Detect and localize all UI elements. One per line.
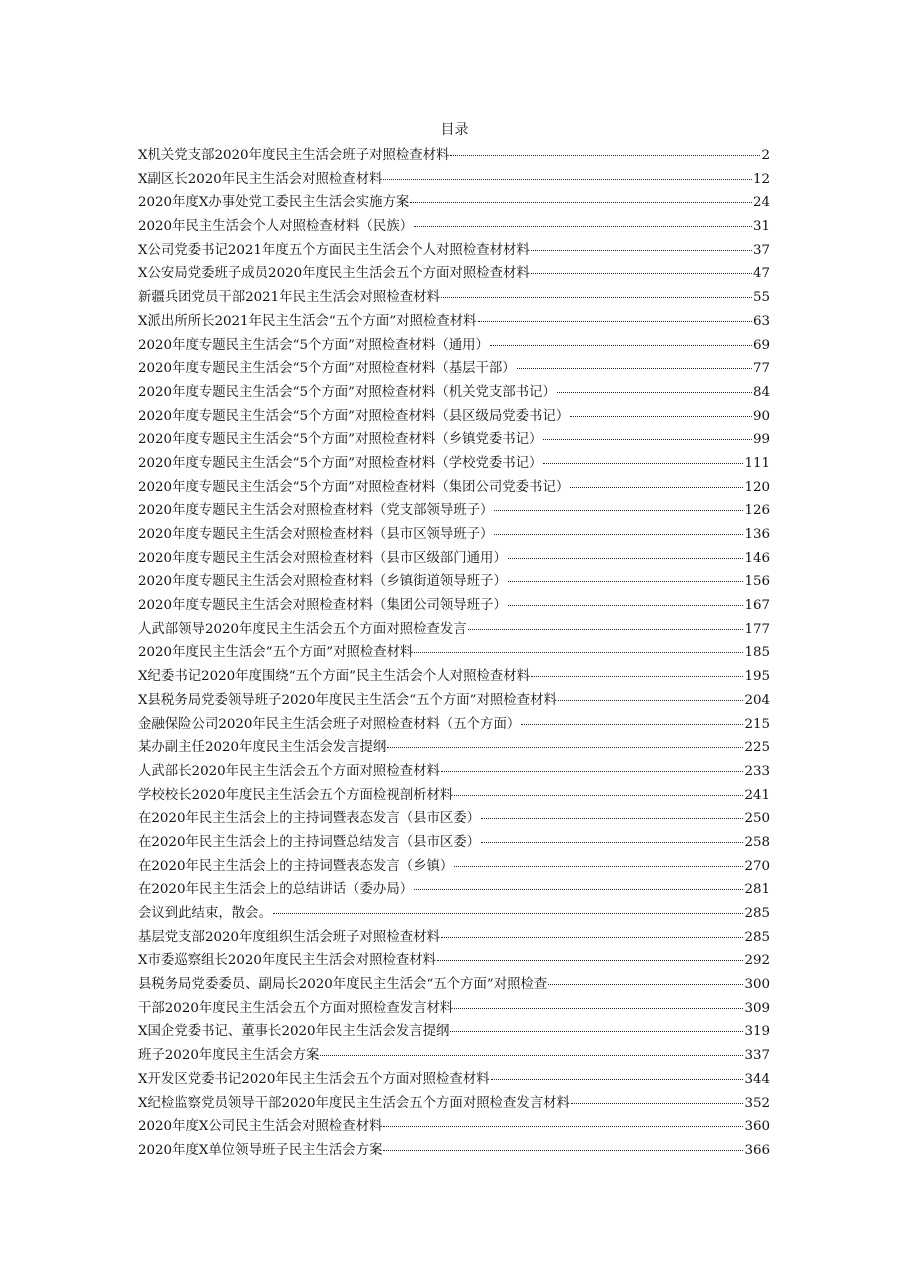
toc-leader-dots — [517, 367, 752, 369]
toc-leader-dots — [478, 320, 752, 322]
toc-leader-dots — [441, 770, 744, 772]
toc-entry[interactable] — [138, 381, 770, 405]
toc-entry[interactable] — [138, 1115, 770, 1139]
toc-entry[interactable] — [138, 547, 770, 571]
toc-entry-title[interactable]: 新疆兵团党员干部2021年民主生活会对照检查材料 — [138, 290, 440, 306]
toc-leader-dots — [441, 936, 744, 938]
toc-entry-page-number[interactable]: 300 — [744, 977, 770, 993]
toc-entry-title[interactable]: 人武部长2020年民主生活会五个方面对照检查材料 — [138, 763, 440, 779]
toc-leader-dots — [387, 746, 743, 748]
toc-entry-page-number[interactable]: 167 — [744, 598, 770, 614]
toc-entry-title[interactable]: 2020年度专题民主生活会“5个方面”对照检查材料（通用） — [138, 337, 489, 353]
toc-entry-title[interactable]: 班子2020年度民主生活会方案 — [138, 1048, 320, 1064]
toc-entry-title[interactable]: X公司党委书记2021年度五个方面民主生活会个人对照检查材材料 — [138, 242, 530, 258]
toc-leader-dots — [441, 296, 752, 298]
toc-entry[interactable] — [138, 997, 770, 1021]
toc-entry-page-number[interactable]: 12 — [752, 171, 770, 187]
toc-entry-page-number[interactable]: 337 — [744, 1048, 770, 1064]
toc-entry-page-number[interactable]: 204 — [744, 692, 770, 708]
toc-entry-page-number[interactable]: 99 — [752, 432, 770, 448]
toc-entry-page-number[interactable]: 37 — [752, 242, 770, 258]
toc-entry-page-number[interactable]: 281 — [744, 882, 770, 898]
toc-entry-title[interactable]: 2020年度专题民主生活会“5个方面”对照检查材料（乡镇党委书记） — [138, 432, 543, 448]
toc-entry-title[interactable]: 会议到此结束，散会。 — [138, 906, 272, 921]
toc-leader-dots — [383, 1125, 743, 1127]
toc-entry[interactable] — [138, 357, 770, 381]
toc-entry[interactable] — [138, 618, 770, 642]
toc-entry[interactable] — [138, 499, 770, 523]
toc-entry-title[interactable]: 2020年度专题民主生活会对照检查材料（县市区领导班子） — [138, 527, 494, 542]
toc-leader-dots — [450, 154, 760, 156]
toc-entry-title[interactable]: 2020年度X公司民主生活会对照检查材料 — [138, 1119, 383, 1135]
toc-leader-dots — [320, 1054, 743, 1056]
toc-entry-page-number[interactable]: 309 — [744, 1000, 770, 1016]
toc-entry-title[interactable]: 2020年度X单位领导班子民主生活会方案 — [138, 1142, 383, 1158]
toc-entry-title[interactable]: X公安局党委班子成员2020年度民主生活会五个方面对照检查材料 — [138, 266, 530, 282]
toc-leader-dots — [531, 249, 752, 251]
toc-entry-title[interactable]: 在2020年民主生活会上的主持词暨表态发言（乡镇） — [138, 858, 454, 874]
toc-entry-title[interactable]: X派出所所长2021年民主生活会“五个方面”对照检查材料 — [138, 313, 477, 329]
toc-entry[interactable] — [138, 807, 770, 831]
toc-entry-page-number[interactable]: 31 — [752, 219, 770, 235]
toc-leader-dots — [437, 959, 743, 961]
toc-entry-page-number[interactable]: 69 — [752, 337, 770, 353]
toc-entry[interactable] — [138, 144, 770, 168]
toc-entry-page-number[interactable]: 270 — [744, 858, 770, 874]
toc-entry-title[interactable]: 在2020年民主生活会上的总结讲话（委办局） — [138, 882, 414, 898]
toc-leader-dots — [543, 438, 752, 440]
toc-entry-title[interactable]: 2020年度专题民主生活会对照检查材料（县市区级部门通用） — [138, 550, 507, 566]
toc-entry-page-number[interactable]: 77 — [752, 361, 770, 377]
toc-entry-page-number[interactable]: 2 — [761, 148, 770, 163]
toc-entry-title[interactable]: X机关党支部2020年度民主生活会班子对照检查材料 — [138, 148, 450, 163]
toc-leader-dots — [543, 462, 743, 464]
toc-entry-title[interactable]: 2020年度专题民主生活会“5个方面”对照检查材料（学校党委书记） — [138, 455, 543, 471]
toc-entry-title[interactable]: 2020年度专题民主生活会“5个方面”对照检查材料（基层干部） — [138, 361, 516, 377]
toc-entry[interactable] — [138, 973, 770, 997]
toc-entry-page-number[interactable]: 366 — [744, 1142, 770, 1158]
toc-entry-page-number[interactable]: 146 — [744, 550, 770, 566]
toc-entry[interactable] — [138, 334, 770, 358]
toc-leader-dots — [521, 723, 743, 725]
toc-entry-title[interactable]: 在2020年民主生活会上的主持词暨表态发言（县市区委） — [138, 811, 481, 827]
toc-entry-page-number[interactable]: 195 — [744, 669, 770, 685]
toc-entry[interactable] — [138, 215, 770, 239]
toc-entry-title[interactable]: X纪委书记2020年度围绕“五个方面”民主生活会个人对照检查材料 — [138, 669, 531, 685]
toc-entry[interactable] — [138, 760, 770, 784]
toc-entry-title[interactable]: 2020年度专题民主生活会“5个方面”对照检查材料（县区级局党委书记） — [138, 408, 570, 424]
toc-leader-dots — [410, 201, 752, 203]
toc-entry[interactable] — [138, 1068, 770, 1092]
toc-entry-title[interactable]: 人武部领导2020年度民主生活会五个方面对照检查发言 — [138, 621, 467, 637]
toc-entry-page-number[interactable]: 319 — [744, 1024, 770, 1040]
toc-entry-title[interactable]: 2020年度专题民主生活会对照检查材料（乡镇街道领导班子） — [138, 574, 507, 590]
toc-entry[interactable] — [138, 168, 770, 192]
toc-entry-page-number[interactable]: 292 — [744, 953, 770, 969]
toc-leader-dots — [454, 794, 743, 796]
toc-entry[interactable] — [138, 239, 770, 263]
toc-entry[interactable] — [138, 1139, 770, 1163]
toc-entry[interactable] — [138, 689, 770, 713]
toc-leader-dots — [570, 415, 752, 417]
toc-entry-title[interactable]: 2020年度专题民主生活会“5个方面”对照检查材料（集团公司党委书记） — [138, 479, 570, 495]
toc-entry[interactable] — [138, 262, 770, 286]
toc-entry-page-number[interactable]: 111 — [744, 455, 770, 471]
toc-entry-page-number[interactable]: 63 — [752, 313, 770, 329]
toc-entry[interactable] — [138, 191, 770, 215]
toc-title: 目录 — [440, 122, 469, 138]
toc-entry-page-number[interactable]: 177 — [744, 621, 770, 637]
toc-leader-dots — [494, 533, 743, 535]
toc-entry-title[interactable]: 基层党支部2020年度组织生活会班子对照检查材料 — [138, 929, 440, 945]
toc-entry-page-number[interactable]: 233 — [744, 763, 770, 779]
toc-entry-title[interactable]: X副区长2020年民主生活会对照检查材料 — [138, 171, 383, 187]
toc-leader-dots — [468, 628, 744, 630]
toc-leader-dots — [571, 1102, 744, 1104]
toc-entry-page-number[interactable]: 90 — [752, 408, 770, 424]
toc-entry-page-number[interactable]: 136 — [744, 527, 770, 542]
toc-entry-title[interactable]: 2020年度专题民主生活会对照检查材料（集团公司领导班子） — [138, 598, 507, 614]
toc-leader-dots — [508, 604, 744, 606]
toc-entry[interactable] — [138, 476, 770, 500]
toc-entry[interactable] — [138, 831, 770, 855]
toc-entry-title[interactable]: X开发区党委书记2020年民主生活会五个方面对照检查材料 — [138, 1071, 490, 1087]
toc-leader-dots — [490, 344, 752, 346]
toc-leader-dots — [481, 841, 743, 843]
toc-entry[interactable] — [138, 641, 770, 665]
toc-leader-dots — [508, 580, 744, 582]
toc-leader-dots — [491, 1078, 744, 1080]
toc-entry[interactable] — [138, 878, 770, 902]
toc-entry-title[interactable]: 学校校长2020年度民主生活会五个方面检视剖析材料 — [138, 787, 454, 803]
toc-leader-dots — [273, 912, 744, 914]
toc-entry[interactable] — [138, 570, 770, 594]
toc-entry-page-number[interactable]: 352 — [744, 1095, 770, 1111]
toc-entry-page-number[interactable]: 185 — [744, 645, 770, 661]
toc-entry[interactable] — [138, 428, 770, 452]
toc-entry-page-number[interactable]: 55 — [752, 290, 770, 306]
toc-leader-dots — [557, 391, 752, 393]
toc-entry[interactable] — [138, 594, 770, 618]
toc-leader-dots — [454, 865, 743, 867]
toc-entry-page-number[interactable]: 225 — [744, 740, 770, 756]
toc-entry-title[interactable]: 某办副主任2020年度民主生活会发言提纲 — [138, 740, 387, 756]
toc-leader-dots — [508, 557, 744, 559]
toc-leader-dots — [570, 486, 743, 488]
toc-entry-title[interactable]: X国企党委书记、董事长2020年民主生活会发言提纲 — [138, 1024, 450, 1040]
toc-entry-title[interactable]: 2020年度专题民主生活会“5个方面”对照检查材料（机关党支部书记） — [138, 384, 556, 400]
toc-entry-page-number[interactable]: 241 — [744, 787, 770, 803]
toc-entry-page-number[interactable]: 126 — [744, 503, 770, 519]
toc-entry-title[interactable]: 2020年度X办事处党工委民主生活会实施方案 — [138, 195, 410, 211]
toc-entry-page-number[interactable]: 250 — [744, 811, 770, 827]
toc-leader-dots — [414, 225, 752, 227]
toc-entry[interactable] — [138, 405, 770, 429]
toc-entry-title[interactable]: X市委巡察组长2020年度民主生活会对照检查材料 — [138, 953, 437, 969]
toc-leader-dots — [383, 178, 751, 180]
toc-leader-dots — [531, 675, 743, 677]
toc-entry-page-number[interactable]: 215 — [744, 716, 770, 732]
toc-entry-title[interactable]: X县税务局党委领导班子2020年度民主生活会“五个方面”对照检查材料 — [138, 692, 557, 708]
toc-entry-page-number[interactable]: 156 — [744, 574, 770, 590]
toc-entry[interactable] — [138, 1020, 770, 1044]
toc-entry[interactable] — [138, 286, 770, 310]
toc-entry-title[interactable]: X纪检监察党员领导干部2020年度民主生活会五个方面对照检查发言材料 — [138, 1095, 570, 1111]
toc-entry[interactable] — [138, 902, 770, 926]
toc-leader-dots — [494, 509, 743, 511]
toc-leader-dots — [454, 1007, 743, 1009]
toc-entry-title[interactable]: 金融保险公司2020年民主生活会班子对照检查材料（五个方面） — [138, 716, 521, 732]
toc-leader-dots — [481, 817, 743, 819]
toc-entry[interactable] — [138, 855, 770, 879]
toc-entry[interactable] — [138, 736, 770, 760]
toc-entry[interactable] — [138, 665, 770, 689]
toc-entry-title[interactable]: 2020年度民主生活会“五个方面”对照检查材料 — [138, 645, 414, 661]
toc-entry[interactable] — [138, 523, 770, 547]
toc-entry-title[interactable]: 干部2020年度民主生活会五个方面对照检查发言材料 — [138, 1000, 454, 1016]
toc-entry-title[interactable]: 县税务局党委委员、副局长2020年度民主生活会“五个方面”对照检查 — [138, 977, 548, 993]
toc-entry[interactable] — [138, 310, 770, 334]
toc-leader-dots — [558, 699, 744, 701]
toc-entry-page-number[interactable]: 120 — [744, 479, 770, 495]
toc-entry-page-number[interactable]: 258 — [744, 834, 770, 850]
toc-entry-page-number[interactable]: 47 — [752, 266, 770, 282]
toc-leader-dots — [414, 651, 743, 653]
toc-entry[interactable] — [138, 452, 770, 476]
toc-entry[interactable] — [138, 926, 770, 950]
toc-entry-page-number[interactable]: 285 — [744, 929, 770, 945]
toc-entry[interactable] — [138, 949, 770, 973]
toc-leader-dots — [414, 888, 743, 890]
toc-entry[interactable] — [138, 1044, 770, 1068]
toc-entry-page-number[interactable]: 344 — [744, 1071, 770, 1087]
toc-entry-page-number[interactable]: 84 — [752, 384, 770, 400]
toc-leader-dots — [531, 272, 752, 274]
toc-entry-page-number[interactable]: 285 — [744, 906, 770, 921]
toc-entry-title[interactable]: 2020年民主生活会个人对照检查材料（民族） — [138, 219, 414, 235]
toc-entry[interactable] — [138, 784, 770, 808]
toc-leader-dots — [383, 1149, 743, 1151]
toc-entry[interactable] — [138, 713, 770, 737]
toc-entry-title[interactable]: 2020年度专题民主生活会对照检查材料（党支部领导班子） — [138, 503, 494, 519]
toc-list — [138, 144, 770, 1163]
toc-entry-page-number[interactable]: 360 — [744, 1119, 770, 1135]
toc-entry-page-number[interactable]: 24 — [752, 195, 770, 211]
toc-entry-title[interactable]: 在2020年民主生活会上的主持词暨总结发言（县市区委） — [138, 834, 481, 850]
toc-leader-dots — [450, 1030, 743, 1032]
toc-entry[interactable] — [138, 1092, 770, 1116]
toc-leader-dots — [548, 983, 743, 985]
